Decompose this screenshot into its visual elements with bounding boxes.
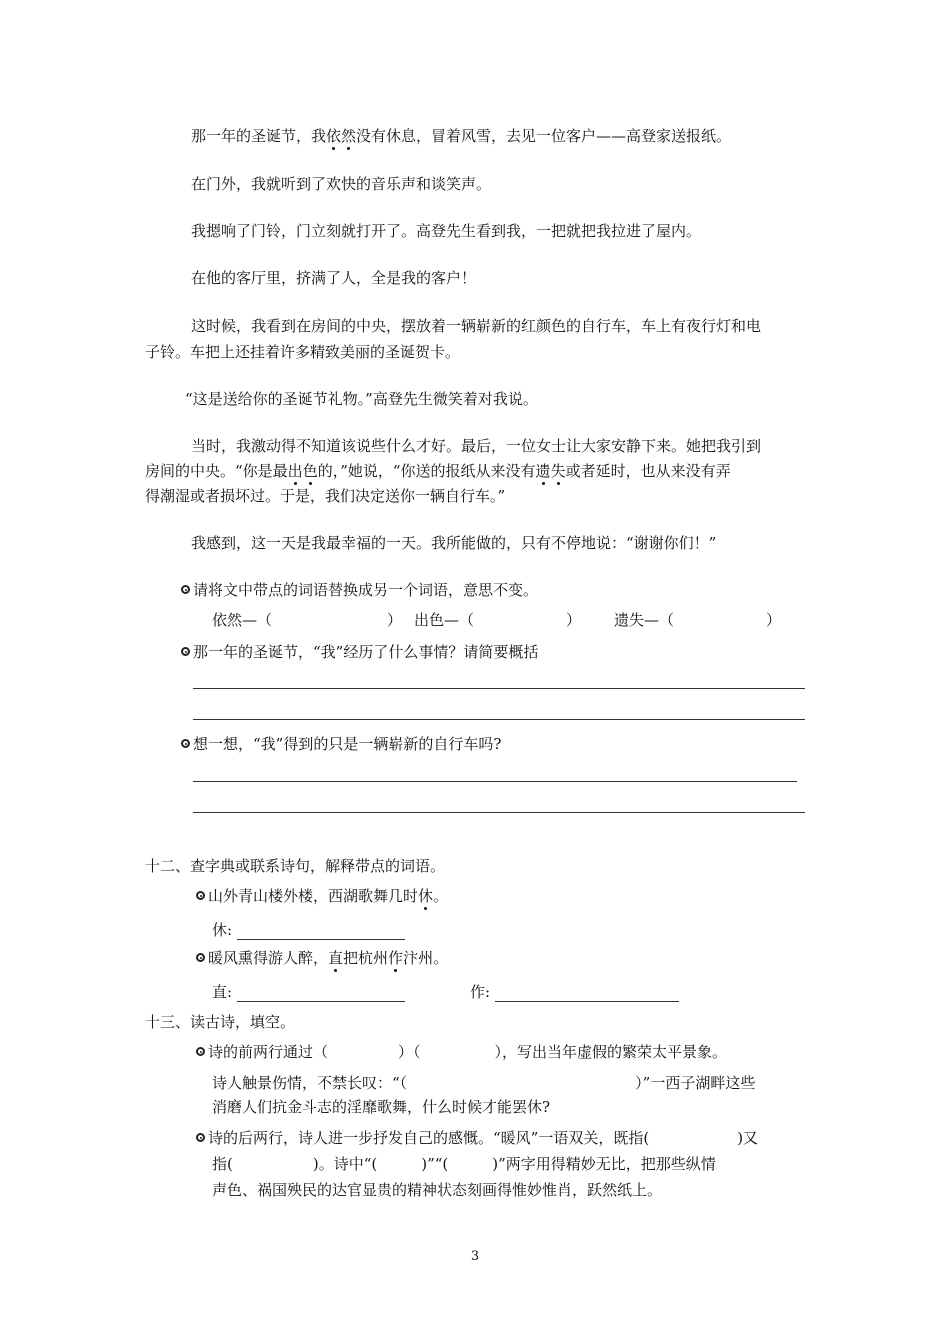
section-13-question-2-line-2[interactable]: 指( )。诗中“( )”“( )”两字用得精妙无比，把那些纵情 bbox=[212, 1155, 716, 1173]
passage-paragraph-7-line-2: 房间的中央。“你是最出色的，”她说，“你送的报纸从来没有遗失或者延时，也从来没有弄 bbox=[145, 462, 731, 480]
circle-bullet-icon bbox=[196, 1133, 205, 1142]
section-13-question-2-line-1[interactable]: 诗的后两行，诗人进一步抒发自己的感慨。“暖风”一语双关，既指( )又 bbox=[196, 1128, 758, 1148]
passage-paragraph-3: 我摁响了门铃，门立刻就打开了。高登先生看到我，一把就把我拉进了屋内。 bbox=[191, 222, 702, 240]
section-13-question-2-line-3: 声色、祸国殃民的达官显贵的精神状态刻画得惟妙惟肖，跃然纸上。 bbox=[212, 1181, 663, 1199]
section-12-answer-xiu[interactable]: 休: bbox=[212, 920, 405, 940]
passage-paragraph-1: 那一年的圣诞节，我依然没有休息，冒着风雪，去见一位客户——高登家送报纸。 bbox=[191, 127, 732, 145]
answer-line-q3-1[interactable] bbox=[193, 781, 797, 782]
circle-bullet-icon bbox=[181, 739, 190, 748]
page-number: 3 bbox=[470, 1249, 480, 1264]
question-1-blank-3[interactable]: 遗失—（ ） bbox=[614, 611, 782, 629]
circle-bullet-icon bbox=[196, 891, 205, 900]
section-12-answer-zuo[interactable]: 作: bbox=[470, 982, 679, 1002]
circle-bullet-icon bbox=[196, 1047, 205, 1056]
question-1-blank-2[interactable]: 出色—（ ） bbox=[414, 611, 582, 629]
passage-paragraph-8: 我感到，这一天是我最幸福的一天。我所能做的，只有不停地说：“谢谢你们！” bbox=[191, 534, 717, 552]
answer-line-q2-1[interactable] bbox=[193, 688, 805, 689]
circle-bullet-icon bbox=[196, 953, 205, 962]
passage-paragraph-4: 在他的客厅里，挤满了人，全是我的客户！ bbox=[191, 269, 477, 287]
question-3-prompt: 想一想，“我”得到的只是一辆崭新的自行车吗? bbox=[181, 734, 501, 754]
section-12-answer-zhi[interactable]: 直: bbox=[212, 982, 405, 1002]
answer-line-q3-2[interactable] bbox=[193, 812, 805, 813]
section-12-title: 十二、查字典或联系诗句，解释带点的词语。 bbox=[145, 857, 446, 875]
circle-bullet-icon bbox=[181, 585, 190, 594]
passage-paragraph-5-line-2: 子铃。车把上还挂着许多精致美丽的圣诞贺卡。 bbox=[145, 343, 461, 361]
question-1-prompt: 请将文中带点的词语替换成另一个词语，意思不变。 bbox=[181, 580, 538, 600]
section-13-question-1-line-3: 消磨人们抗金斗志的淫靡歌舞，什么时候才能罢休? bbox=[212, 1098, 551, 1116]
question-2-prompt: 那一年的圣诞节，“我”经历了什么事情？请简要概括 bbox=[181, 642, 538, 662]
passage-paragraph-6: “这是送给你的圣诞节礼物。”高登先生微笑着对我说。 bbox=[185, 390, 538, 408]
section-12-poem-line-2: 暖风熏得游人醉，直把杭州作汴州。 bbox=[196, 948, 448, 968]
passage-paragraph-5-line-1: 这时候，我看到在房间的中央，摆放着一辆崭新的红颜色的自行车，车上有夜行灯和电 bbox=[191, 317, 762, 335]
section-13-title: 十三、读古诗，填空。 bbox=[145, 1013, 296, 1031]
section-12-poem-line-1: 山外青山楼外楼，西湖歌舞几时休。 bbox=[196, 886, 448, 906]
passage-paragraph-7-line-1: 当时，我激动得不知道该说些什么才好。最后，一位女士让大家安静下来。她把我引到 bbox=[191, 437, 762, 455]
section-13-question-1-line-2[interactable]: 诗人触景伤情，不禁长叹：“（ ）”一西子湖畔这些 bbox=[212, 1074, 756, 1092]
question-1-blank-1[interactable]: 依然—（ ） bbox=[212, 611, 403, 629]
passage-paragraph-7-line-3: 得潮湿或者损坏过。于是，我们决定送你一辆自行车。” bbox=[145, 487, 506, 505]
passage-paragraph-2: 在门外，我就听到了欢快的音乐声和谈笑声。 bbox=[191, 175, 492, 193]
circle-bullet-icon bbox=[181, 647, 190, 656]
answer-line-q2-2[interactable] bbox=[193, 719, 805, 720]
section-13-question-1-line-1[interactable]: 诗的前两行通过（ ）（ ），写出当年虚假的繁荣太平景象。 bbox=[196, 1042, 727, 1062]
